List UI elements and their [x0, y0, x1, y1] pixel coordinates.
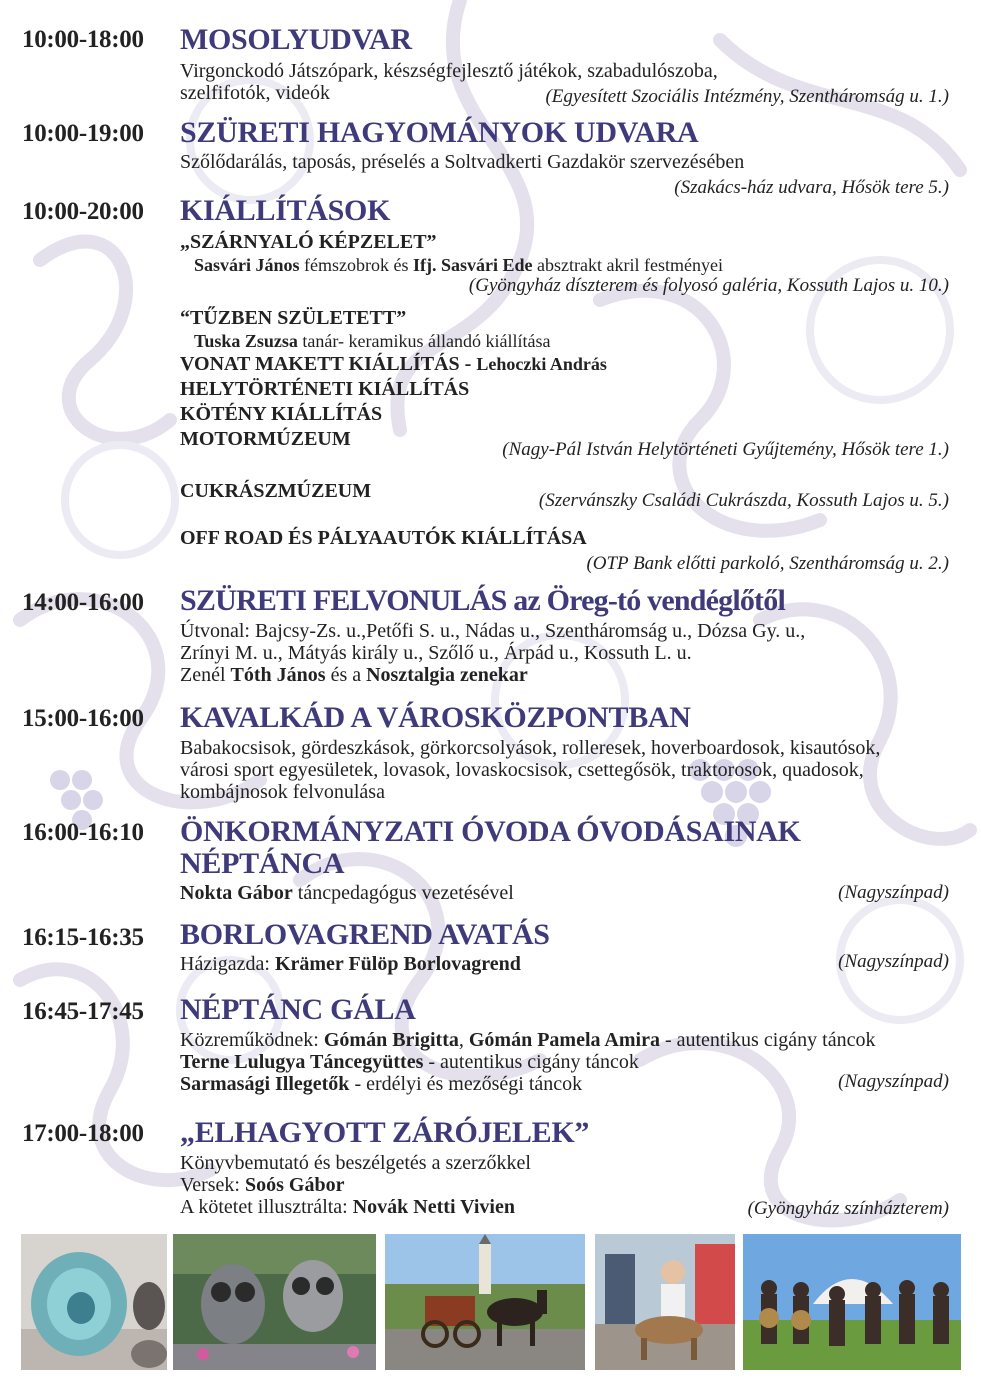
- event-title: BORLOVAGREND AVATÁS: [180, 918, 550, 951]
- text-fragment: fémszobrok és: [299, 255, 413, 275]
- event-title: ÖNKORMÁNYZATI ÓVODA ÓVODÁSAINAK: [180, 815, 801, 848]
- performer-name: Sarmasági Illegetők: [180, 1073, 350, 1095]
- event-description: [180, 882, 514, 904]
- exhibition-title: “TŰZBEN SZÜLETETT”: [180, 307, 407, 329]
- child-on-toy-horse-photo: [595, 1234, 735, 1370]
- text-fragment: Versek:: [180, 1174, 245, 1196]
- text-fragment: tanár- keramikus állandó kiállítása: [297, 331, 551, 351]
- event-location: (Szervánszky Családi Cukrászda, Kossuth Lajos u. 5.): [538, 490, 949, 511]
- ceramic-bowl-photo: [21, 1234, 167, 1370]
- event-title: SZÜRETI FELVONULÁS az Öreg-tó vendéglőtől: [180, 584, 785, 617]
- event-description: Zrínyi M. u., Mátyás király u., Szőlő u., Árpád u., Kossuth L. u.: [180, 642, 692, 664]
- event-location: (Nagy-Pál István Helytörténeti Gyűjtemény, Hősök tere 1.): [502, 439, 949, 460]
- event-description: [180, 1196, 515, 1218]
- artist-name: Sasvári János: [194, 255, 300, 275]
- exhibition-title: CUKRÁSZMÚZEUM: [180, 480, 372, 502]
- costumed-group-photo: [743, 1234, 961, 1370]
- event-description: szelfifotók, videók: [180, 82, 330, 104]
- event-location: (OTP Bank előtti parkoló, Szentháromság u. 2.): [586, 553, 949, 574]
- event-description: [180, 1051, 639, 1073]
- event-title: NÉPTÁNC GÁLA: [180, 993, 416, 1026]
- exhibition-title: HELYTÖRTÉNETI KIÁLLÍTÁS: [180, 378, 470, 400]
- text-fragment: és a: [325, 664, 367, 686]
- event-location: (Egyesített Szociális Intézmény, Szentháromság u. 1.): [545, 86, 949, 107]
- event-location: (Szakács-ház udvara, Hősök tere 5.): [674, 177, 949, 198]
- event-location: (Nagyszínpad): [838, 1071, 949, 1092]
- exhibition-description: [194, 254, 723, 276]
- artist-name: Lehoczki András: [476, 354, 607, 374]
- text-fragment: A kötetet illusztrálta:: [180, 1196, 353, 1218]
- event-location: (Nagyszínpad): [838, 951, 949, 972]
- event-time: 14:00-16:00: [22, 589, 144, 616]
- performer-name: Gómán Brigitta: [323, 1029, 459, 1051]
- event-description: Szőlődarálás, taposás, préselés a Soltvadkerti Gazdakör szervezésében: [180, 151, 745, 173]
- text-fragment: - autentikus cigány táncok: [423, 1051, 639, 1073]
- metal-owl-sculpture-photo: [173, 1234, 376, 1370]
- author-name: Soós Gábor: [244, 1174, 345, 1196]
- event-time: 15:00-16:00: [22, 705, 144, 732]
- text-fragment: - erdélyi és mezőségi táncok: [349, 1073, 583, 1095]
- event-location: (Gyöngyház díszterem és folyosó galéria, Kossuth Lajos u. 10.): [468, 275, 949, 296]
- event-location: (Gyöngyház színházterem): [747, 1198, 949, 1219]
- text-fragment: absztrakt akril festményei: [532, 255, 723, 275]
- event-description: [180, 664, 528, 686]
- event-title: NÉPTÁNCA: [180, 847, 345, 880]
- event-title: SZÜRETI HAGYOMÁNYOK UDVARA: [180, 116, 699, 149]
- event-time: 10:00-18:00: [22, 26, 144, 53]
- exhibition-title: OFF ROAD ÉS PÁLYAAUTÓK KIÁLLÍTÁSA: [180, 527, 587, 549]
- event-description: városi sport egyesületek, lovasok, lovaskocsisok, csettegősök, traktorosok, quadosok,: [180, 759, 864, 781]
- event-title: MOSOLYUDVAR: [180, 23, 412, 56]
- event-title: KAVALKÁD A VÁROSKÖZPONTBAN: [180, 701, 691, 734]
- illustrator-name: Novák Netti Vivien: [352, 1196, 515, 1218]
- event-time: 10:00-20:00: [22, 198, 144, 225]
- text-fragment: Házigazda:: [180, 953, 275, 975]
- performer-name: Nosztalgia zenekar: [366, 664, 528, 686]
- text-fragment: Zenél: [180, 664, 231, 686]
- exhibition-title: KÖTÉNY KIÁLLÍTÁS: [180, 403, 383, 425]
- horse-carriage-parade-photo: [385, 1234, 585, 1370]
- event-time: 17:00-18:00: [22, 1120, 144, 1147]
- exhibition-description: [194, 330, 550, 352]
- text-fragment: ,: [458, 1029, 469, 1051]
- event-description: kombájnosok felvonulása: [180, 781, 385, 803]
- exhibition-title: „SZÁRNYALÓ KÉPZELET”: [180, 231, 437, 253]
- event-description: [180, 1174, 344, 1196]
- exhibition-title: [180, 353, 607, 376]
- event-time: 16:00-16:10: [22, 819, 144, 846]
- text-fragment: Közreműködnek:: [180, 1029, 324, 1051]
- artist-name: Ifj. Sasvári Ede: [413, 255, 533, 275]
- event-time: 16:15-16:35: [22, 924, 144, 951]
- host-name: Krämer Fülöp Borlovagrend: [274, 953, 521, 975]
- performer-name: Tóth János: [230, 664, 326, 686]
- event-description: Babakocsisok, gördeszkások, görkorcsolyások, rolleresek, hoverboardosok, kisautósok,: [180, 737, 881, 759]
- event-location: (Nagyszínpad): [838, 882, 949, 903]
- event-description: [180, 953, 521, 975]
- text-fragment: táncpedagógus vezetésével: [292, 882, 514, 904]
- artist-name: Tuska Zsuzsa: [194, 331, 298, 351]
- event-time: 16:45-17:45: [22, 998, 144, 1025]
- event-description: Könyvbemutató és beszélgetés a szerzőkkel: [180, 1152, 531, 1174]
- event-description: [180, 1029, 875, 1051]
- event-title: KIÁLLÍTÁSOK: [180, 194, 391, 227]
- performer-name: Nokta Gábor: [180, 882, 293, 904]
- performer-name: Gómán Pamela Amira: [468, 1029, 660, 1051]
- event-description: [180, 1073, 582, 1095]
- photo-strip: [21, 1234, 961, 1370]
- event-time: 10:00-19:00: [22, 120, 144, 147]
- event-title: „ELHAGYOTT ZÁRÓJELEK”: [180, 1116, 590, 1149]
- performer-name: Terne Lulugya Táncegyüttes: [180, 1051, 424, 1073]
- text-fragment: - autentikus cigány táncok: [659, 1029, 876, 1051]
- event-description: Útvonal: Bajcsy-Zs. u.,Petőfi S. u., Nádas u., Szentháromság u., Dózsa Gy. u.,: [180, 620, 806, 642]
- event-description: Virgonckodó Játszópark, készségfejlesztő játékok, szabadulószoba,: [180, 60, 718, 82]
- text-fragment: VONAT MAKETT KIÁLLÍTÁS -: [180, 353, 477, 375]
- exhibition-title: MOTORMÚZEUM: [180, 428, 351, 450]
